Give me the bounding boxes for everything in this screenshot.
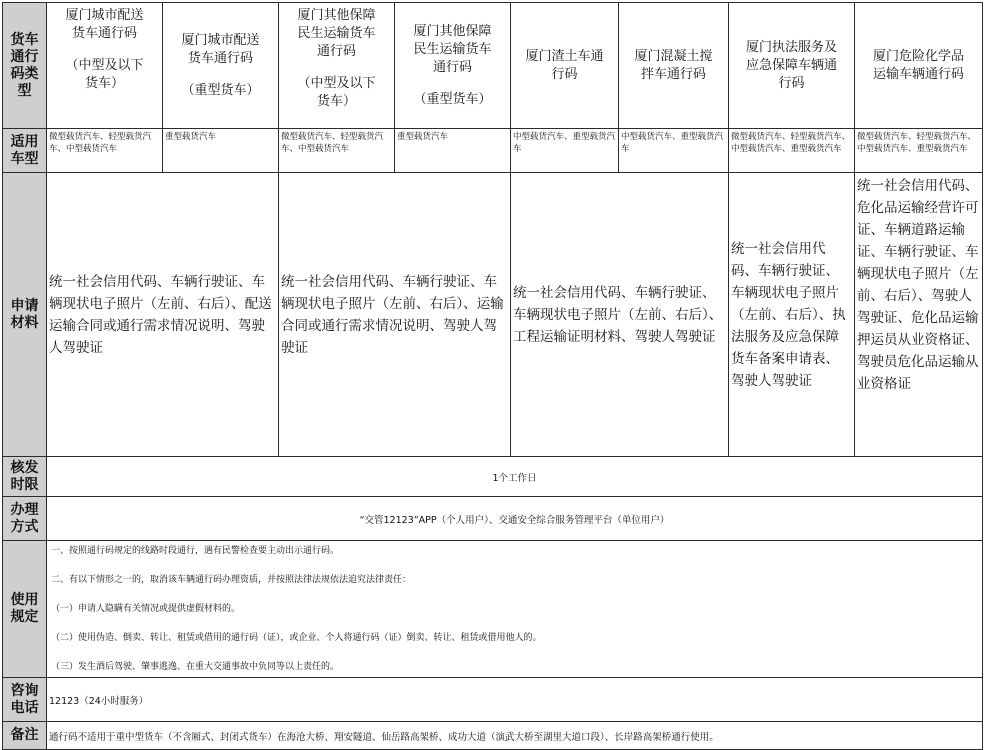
pass-type-hazardous: 厦门危险化学品 运输车辆通行码 <box>855 3 983 129</box>
vehicle-type-cell: 重型载货汽车 <box>163 129 279 173</box>
pass-type-muck-truck: 厦门渣土车通 行码 <box>511 3 619 129</box>
label-time-limit: 核发 时限 <box>3 457 47 497</box>
time-limit-value: 1个工作日 <box>47 457 983 497</box>
label-materials: 申请 材料 <box>3 173 47 457</box>
row-rules <box>3 541 983 678</box>
vehicle-type-cell: 中型载货汽车、重型载货汽车 <box>619 129 729 173</box>
label-vehicle-type: 适用 车型 <box>3 129 47 173</box>
materials-livelihood: 统一社会信用代码、车辆行驶证、车辆现状电子照片（左前、右后）、运输合同或通行需求情况说明、驾驶人驾驶证 <box>279 173 511 457</box>
remark-value: 通行码不适用于重中型货车（不含厢式、封闭式货车）在海沧大桥、翔安隧道、仙岳路高架桥、成功大道（演武大桥至湖里大道口段）、长岸路高架桥通行使用。 <box>47 722 983 750</box>
rule-item: （一）申请人隐瞒有关情况或提供虚假材料的。 <box>51 604 241 614</box>
materials-muck-concrete: 统一社会信用代码、车辆行驶证、车辆现状电子照片（左前、右后）、工程运输证明材料、驾驶人驾驶证 <box>511 173 729 457</box>
permit-table <box>2 2 983 750</box>
row-materials <box>3 173 983 457</box>
rule-item: （二）使用伪造、倒卖、转让、租赁或借用的通行码（证），或企业、个人将通行码（证）倒卖、转让、租赁或借用他人的。 <box>51 633 542 643</box>
vehicle-type-cell: 中型载货汽车、重型载货汽车 <box>511 129 619 173</box>
vehicle-type-cell: 微型载货汽车、轻型载货汽车、中型载货汽车、重型载货汽车 <box>729 129 855 173</box>
method-value: “交管12123”APP（个人用户）、交通安全综合服务管理平台（单位用户） <box>47 497 983 541</box>
label-pass-type: 货车 通行 码类 型 <box>3 3 47 129</box>
rule-item: 二、有以下情形之一的，取消该车辆通行码办理资质，并按照法律法规依法追究法律责任： <box>51 575 412 585</box>
label-remark: 备注 <box>3 722 47 750</box>
row-remark <box>3 722 983 750</box>
phone-value: 12123（24小时服务） <box>47 678 983 722</box>
label-phone: 咨询 电话 <box>3 678 47 722</box>
pass-type-livelihood-medium: 厦门其他保障 民生运输货车 通行码 （中型及以下 货车） <box>279 3 395 129</box>
rule-item: 一、按照通行码规定的线路时段通行，遇有民警检查要主动出示通行码。 <box>51 546 340 556</box>
rule-item: （三）发生酒后驾驶、肇事逃逸、在重大交通事故中负同等以上责任的。 <box>51 662 340 672</box>
materials-law-enforcement: 统一社会信用代码、车辆行驶证、车辆现状电子照片（左前、右后）、执法服务及应急保障货车备案申请表、驾驶人驾驶证 <box>729 173 855 457</box>
materials-city-delivery: 统一社会信用代码、车辆行驶证、车辆现状电子照片（左前、右后）、配送运输合同或通行需求情况说明、驾驶人驾驶证 <box>47 173 279 457</box>
pass-type-law-enforcement: 厦门执法服务及 应急保障车辆通 行码 <box>729 3 855 129</box>
label-rules: 使用 规定 <box>3 541 47 678</box>
vehicle-type-cell: 微型载货汽车、轻型载货汽车、中型载货汽车 <box>279 129 395 173</box>
label-method: 办理 方式 <box>3 497 47 541</box>
row-pass-type <box>3 3 983 129</box>
pass-type-city-delivery-medium: 厦门城市配送 货车通行码 （中型及以下 货车） <box>47 3 163 129</box>
row-method <box>3 497 983 541</box>
vehicle-type-cell: 微型载货汽车、轻型载货汽车、中型载货汽车、重型载货汽车 <box>855 129 983 173</box>
row-vehicle-type <box>3 129 983 173</box>
pass-type-concrete-mixer: 厦门混凝土搅 拌车通行码 <box>619 3 729 129</box>
vehicle-type-cell: 微型载货汽车、轻型载货汽车、中型载货汽车 <box>47 129 163 173</box>
vehicle-type-cell: 重型载货汽车 <box>395 129 511 173</box>
materials-hazardous: 统一社会信用代码、危化品运输经营许可证、车辆道路运输证、车辆行驶证、车辆现状电子照片（左前、右后）、驾驶人驾驶证、危化品运输押运员从业资格证、驾驶员危化品运输从业资格证 <box>855 173 983 457</box>
row-phone <box>3 678 983 722</box>
row-time-limit <box>3 457 983 497</box>
pass-type-city-delivery-heavy: 厦门城市配送 货车通行码 （重型货车） <box>163 3 279 129</box>
pass-type-livelihood-heavy: 厦门其他保障 民生运输货车 通行码 （重型货车） <box>395 3 511 129</box>
rules-content <box>47 541 983 678</box>
